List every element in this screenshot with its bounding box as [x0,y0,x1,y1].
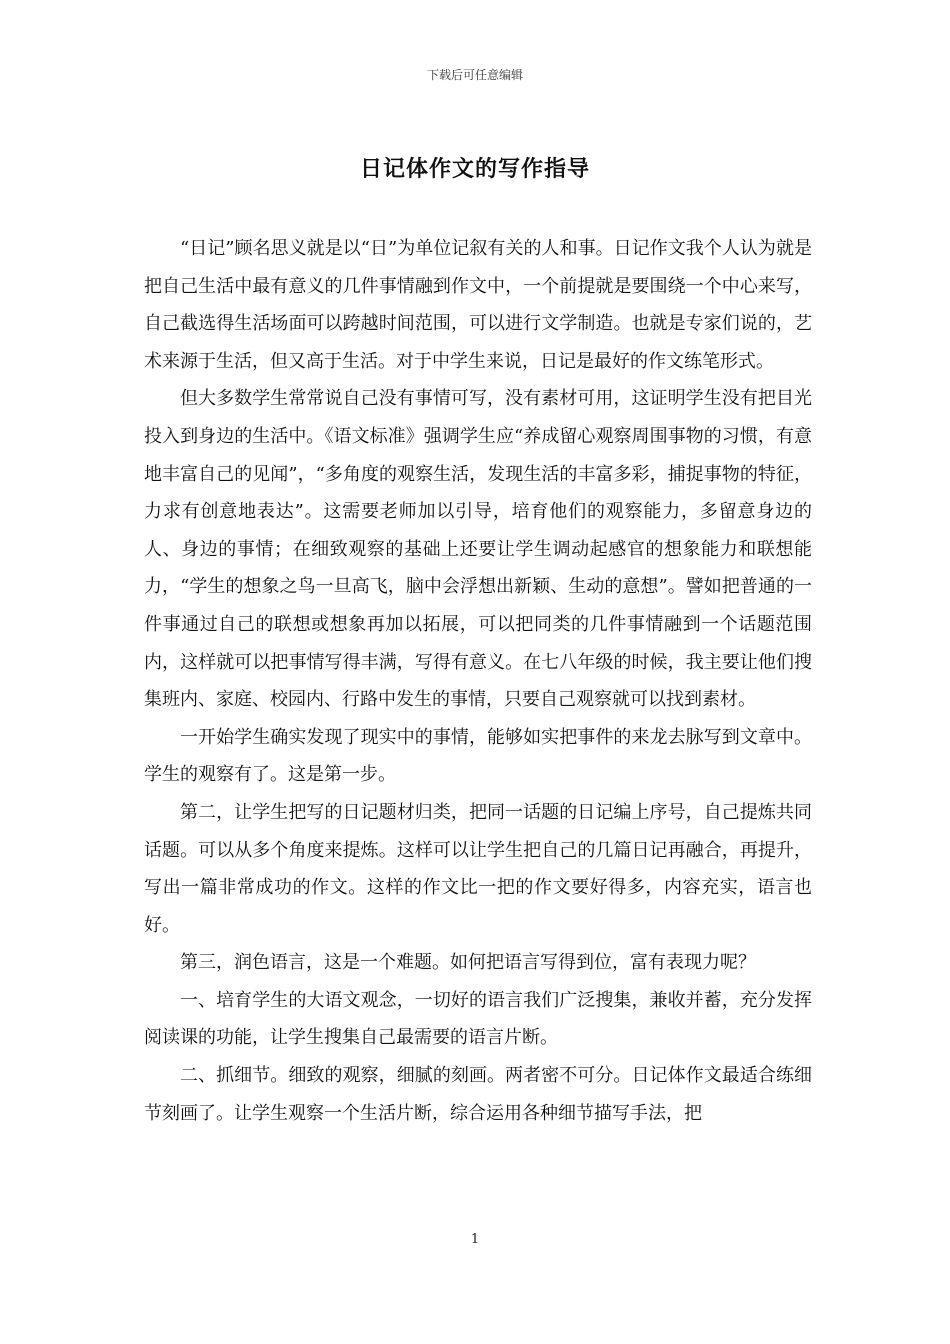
paragraph-1: “日记”顾名思义就是以“日”为单位记叙有关的人和事。日记作文我个人认为就是把自己生活中最有意义的几件事情融到作文中，一个前提就是要围绕一个中心来写，自己截选得生活场面可以跨越时间范围，可以进行文学制造。也就是专家们说的，艺术来源于生活，但又高于生活。对于中学生来说，日记是最好的作文练笔形式。 [144,238,812,372]
paragraph-6: 一、培育学生的大语文观念，一切好的语言我们广泛搜集，兼收并蓄，充分发挥阅读课的功能，让学生搜集自己最需要的语言片断。 [144,989,812,1049]
paragraph-5: 第三，润色语言，这是一个难题。如何把语言写得到位，富有表现力呢？ [180,952,756,974]
paragraph-4: 第二，让学生把写的日记题材归类，把同一话题的日记编上序号，自己提炼共同话题。可以从多个角度来提炼。这样可以让学生把自己的几篇日记再融合，再提升，写出一篇非常成功的作文。这样的作文比一把的作文要好得多，内容充实，语言也好。 [144,801,812,936]
page-number: 1 [470,1232,480,1247]
paragraph-3: 一开始学生确实发现了现实中的事情，能够如实把事件的来龙去脉写到文章中。学生的观察有了。这是第一步。 [144,726,812,786]
document-title: 日记体作文的写作指导 [359,156,590,182]
paragraph-7: 二、抓细节。细致的观察，细腻的刻画。两者密不可分。日记体作文最适合练细节刻画了。让学生观察一个生活片断，综合运用各种细节描写手法，把 [144,1065,812,1124]
document-body [144,230,812,1132]
paragraph-2: 但大多数学生常常说自己没有事情可写，没有素材可用，这证明学生没有把目光投入到身边的生活中。《语文标准》强调学生应“养成留心观察周围事物的习惯，有意地丰富自己的见闻”，“多角度的观察生活，发现生活的丰富多彩，捕捉事物的特征，力求有创意地表达”。这需要老师加以引导，培育他们的观察能力，多留意身边的人、身边的事情；在细致观察的基础上还要让学生调动起感官的想象能力和联想能力，“学生的想象之鸟一旦高飞，脑中会浮想出新颖、生动的意想”。譬如把普通的一件事通过自己的联想或想象再加以拓展，可以把同类的几件事情融到一个话题范围内，这样就可以把事情写得丰满，写得有意义。在七八年级的时候，我主要让他们搜集班内、家庭、校园内、行路中发生的事情，只要自己观察就可以找到素材。 [144,388,812,711]
page-header: 下载后可任意编辑 [426,68,523,82]
